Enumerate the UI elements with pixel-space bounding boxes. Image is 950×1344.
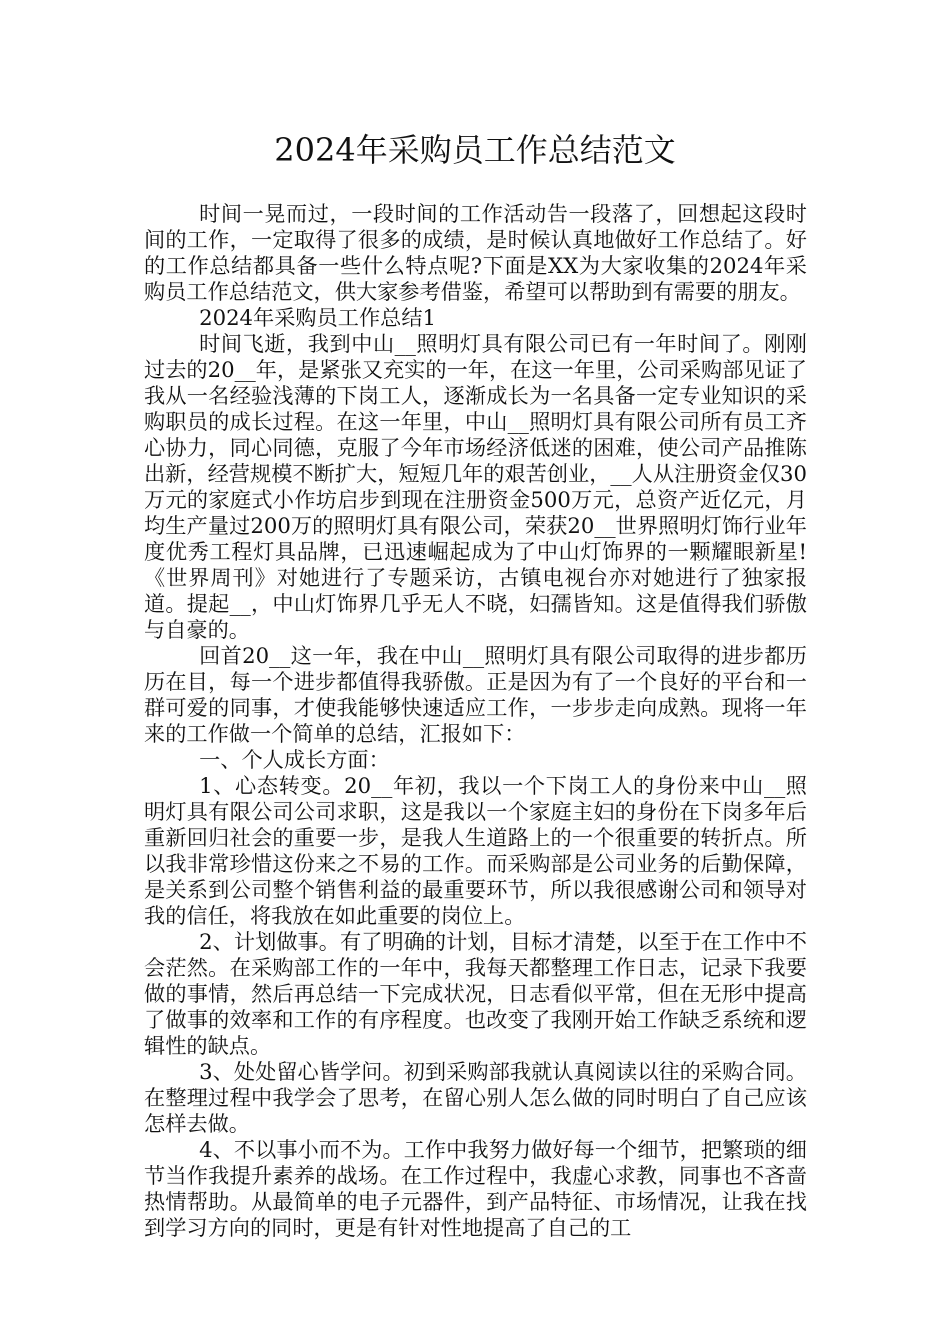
paragraph-item-2: 2、计划做事。有了明确的计划，目标才清楚，以至于在工作中不会茫然。在采购部工作的一年中，我每天都整理工作日志，记录下我要做的事情，然后再总结一下完成状况，日志看似平常，但在无形中提高了做事的效率和工作的有序程度。也改变了我刚开始工作缺乏系统和逻辑性的缺点。 [144,929,807,1058]
paragraph-item-1: 1、心态转变。20__年初，我以一个下岗工人的身份来中山__照明灯具有限公司公司求职，这是我以一个家庭主妇的身份在下岗多年后重新回归社会的重要一步，是我人生道路上的一个很重要的转折点。所以我非常珍惜这份来之不易的工作。而采购部是公司业务的后勤保障，是关系到公司整个销售利益的最重要环节，所以我很感谢公司和领导对我的信任，将我放在如此重要的岗位上。 [144,773,807,928]
document-title: 2024年采购员工作总结范文 [274,131,676,169]
paragraph-intro: 时间一晃而过，一段时间的工作活动告一段落了，回想起这段时间的工作，一定取得了很多的成绩，是时候认真地做好工作总结了。好的工作总结都具备一些什么特点呢?下面是XX为大家收集的2024年采购员工作总结范文，供大家参考借鉴，希望可以帮助到有需要的朋友。 [144,201,807,304]
section-heading-personal-growth: 一、个人成长方面： [199,747,390,772]
paragraph-item-4: 4、不以事小而不为。工作中我努力做好每一个细节，把繁琐的细节当作我提升素养的战场。在工作过程中，我虚心求教，同事也不吝啬热情帮助。从最简单的电子元器件，到产品特征、市场情况，让我在找到学习方向的同时，更是有针对性地提高了自己的工 [144,1137,807,1240]
paragraph-item-3: 3、处处留心皆学问。初到采购部我就认真阅读以往的采购合同。在整理过程中我学会了思考，在留心别人怎么做的同时明白了自己应该怎样去做。 [144,1059,807,1136]
section-heading-summary-1: 2024年采购员工作总结1 [199,305,437,330]
paragraph-company-overview: 时间飞逝，我到中山__照明灯具有限公司已有一年时间了。刚刚过去的20__年，是紧张又充实的一年，在这一年里，公司采购部见证了我从一名经验浅薄的下岗工人，逐渐成长为一名具备一定专业知识的采购职员的成长过程。在这一年里，中山__照明灯具有限公司所有员工齐心协力，同心同德，克服了今年市场经济低迷的困难，使公司产品推陈出新，经营规模不断扩大，短短几年的艰苦创业，__人从注册资金仅30万元的家庭式小作坊启步到现在注册资金500万元，总资产近亿元，月均生产量过200万的照明灯具有限公司，荣获20__世界照明灯饰行业年度优秀工程灯具品牌，已迅速崛起成为了中山灯饰界的一颗耀眼新星!《世界周刊》对她进行了专题采访，古镇电视台亦对她进行了独家报道。提起__，中山灯饰界几乎无人不晓，妇孺皆知。这是值得我们骄傲与自豪的。 [144,331,807,642]
document-body [144,201,807,1241]
paragraph-year-review: 回首20__这一年，我在中山__照明灯具有限公司取得的进步都历历在目，每一个进步都值得我骄傲。正是因为有了一个良好的平台和一群可爱的同事，才使我能够快速适应工作，一步步走向成熟。现将一年来的工作做一个简单的总结，汇报如下： [144,643,807,746]
